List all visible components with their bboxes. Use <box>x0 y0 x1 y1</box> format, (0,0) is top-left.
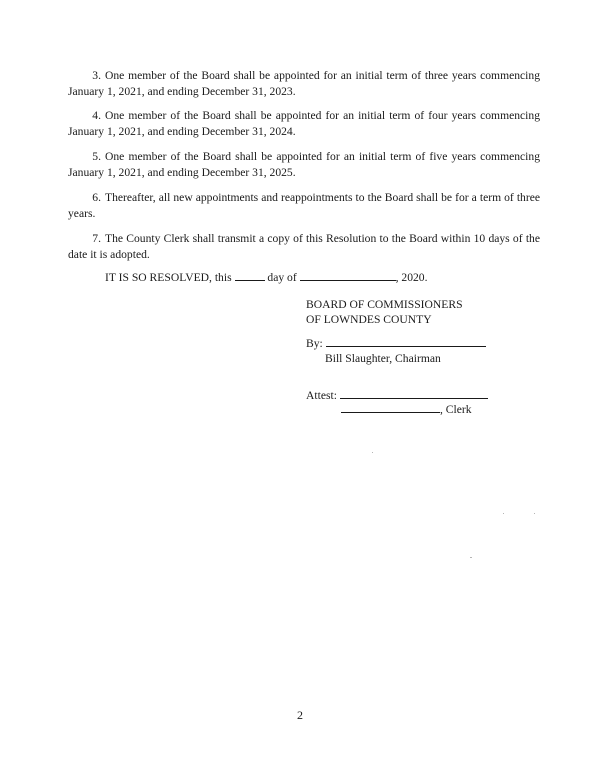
clerk-name-blank <box>341 402 440 413</box>
resolved-day-of: day of <box>267 271 297 284</box>
paragraph-7 <box>68 231 540 263</box>
paragraph-text: One member of the Board shall be appointed for an initial term of four years commencing January 1, 2021, and ending December 31, 2024. <box>68 109 540 138</box>
paragraph-4 <box>68 108 540 140</box>
board-name-line-1: BOARD OF COMMISSIONERS <box>306 298 463 311</box>
paragraph-number: 7. <box>92 232 101 245</box>
paragraph-5 <box>68 149 540 181</box>
paragraph-number: 3. <box>92 69 101 82</box>
clerk-suffix: , Clerk <box>440 403 472 416</box>
scan-speck <box>372 452 373 453</box>
paragraph-number: 4. <box>92 109 101 122</box>
chairman-signature-blank <box>326 336 486 347</box>
paragraph-6 <box>68 190 540 222</box>
scan-speck <box>503 513 504 514</box>
resolved-line <box>105 270 428 286</box>
paragraph-text: One member of the Board shall be appointed for an initial term of five years commencing January 1, 2021, and ending December 31, 2025. <box>68 150 540 179</box>
attest-signature-blank <box>340 388 488 399</box>
resolved-year: , 2020. <box>395 271 428 284</box>
day-blank <box>235 270 265 281</box>
paragraph-number: 6. <box>92 191 101 204</box>
scan-speck <box>470 557 472 558</box>
by-label: By: <box>306 337 323 350</box>
paragraph-text: One member of the Board shall be appointed for an initial term of three years commencing January 1, 2021, and ending December 31, 2023. <box>68 69 540 98</box>
attest-label: Attest: <box>306 389 337 402</box>
scan-speck <box>534 513 535 514</box>
by-line <box>306 336 486 352</box>
page-number: 2 <box>297 708 303 722</box>
resolved-prefix: IT IS SO RESOLVED, this <box>105 271 232 284</box>
signer-name: Bill Slaughter, Chairman <box>325 352 441 365</box>
paragraph-text: Thereafter, all new appointments and reappointments to the Board shall be for a term of three years. <box>68 191 540 220</box>
paragraph-number: 5. <box>92 150 101 163</box>
month-blank <box>300 270 396 281</box>
paragraph-3 <box>68 68 540 100</box>
board-name-line-2: OF LOWNDES COUNTY <box>306 313 432 326</box>
paragraph-text: The County Clerk shall transmit a copy of this Resolution to the Board within 10 days of the date it is adopted. <box>68 232 540 261</box>
clerk-line <box>341 402 472 418</box>
